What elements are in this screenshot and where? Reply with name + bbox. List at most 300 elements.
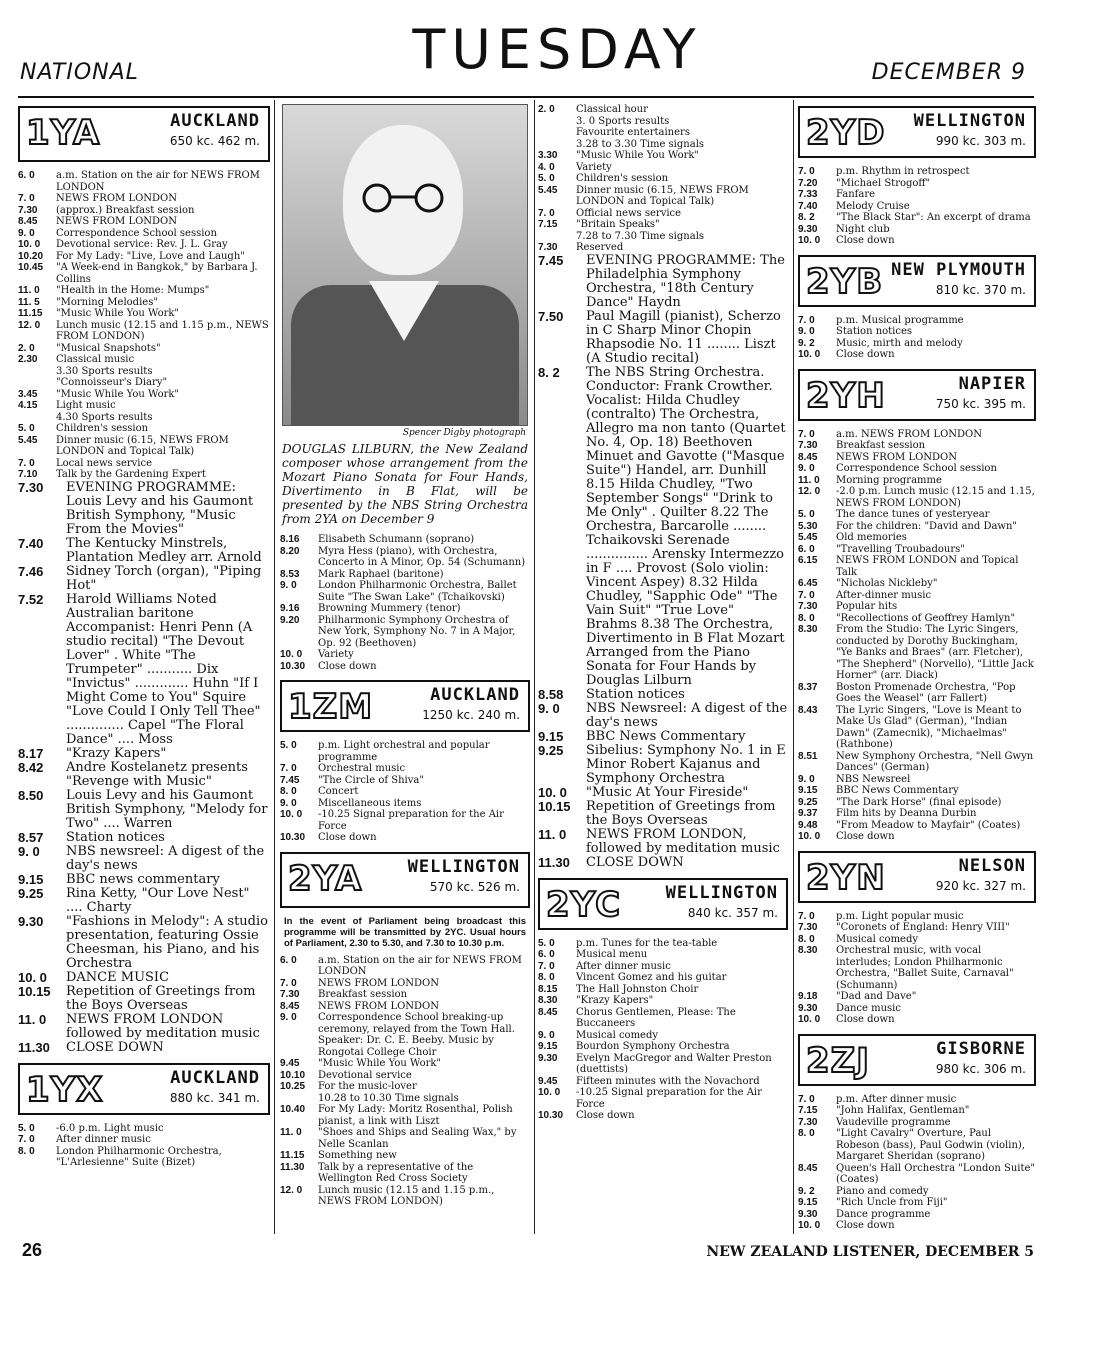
program-time: 9. 0: [798, 773, 815, 785]
program-title: "The Dark Horse" (final episode): [836, 796, 1002, 808]
column-divider: [534, 100, 535, 1234]
program-time: 10. 0: [18, 969, 47, 985]
program-title: "Nicholas Nickleby": [836, 578, 938, 589]
program-title: (approx.) Breakfast session: [56, 204, 195, 216]
program-time: 9.15: [18, 871, 44, 887]
program-entry: [538, 162, 788, 174]
program-title: CLOSE DOWN: [586, 854, 684, 870]
program-title: Dinner music (6.15, NEWS FROM LONDON and Topical Talk): [576, 184, 749, 207]
program-entry: [18, 354, 270, 366]
program-time: 9. 0: [798, 463, 815, 474]
program-entry: [18, 761, 270, 789]
program-entry: [538, 219, 788, 231]
program-title: From the Studio: The Lyric Singers, conducted by Dorothy Buckingham, "Ye Banks and Braes" (arr. Fletcher), "The Shepherd" (Norvello), "Little Jack Horner" (arr. Diack): [836, 624, 1034, 681]
program-title: p.m. Light popular music: [836, 910, 964, 922]
program-entry: [798, 1117, 1036, 1129]
program-entry: [280, 740, 530, 763]
program-title: Vaudeville programme: [836, 1116, 951, 1128]
program-time: 5. 0: [18, 1122, 35, 1134]
program-title: For My Lady: "Live, Love and Laugh": [56, 250, 245, 262]
program-entry: [280, 832, 530, 844]
station-city: NEW PLYMOUTH: [891, 259, 1026, 280]
program-time: 10.15: [538, 798, 571, 814]
program-title: "Connoisseur's Diary": [56, 377, 168, 388]
program-title: "The Circle of Shiva": [318, 774, 424, 786]
program-title: After-dinner music: [836, 589, 932, 601]
program-title: "Fashions in Melody": A studio presentation, featuring Ossie Cheesman, his Piano, and his Orchestra: [66, 913, 268, 971]
program-title: Local news service: [56, 457, 153, 469]
station-city: WELLINGTON: [913, 111, 1026, 131]
program-title: 3. 0 Sports results: [576, 115, 670, 127]
program-entry: [538, 242, 788, 254]
program-time: 10. 0: [798, 1014, 821, 1025]
program-title: "Health in the Home: Mumps": [56, 285, 210, 296]
program-time: 8.53: [280, 568, 300, 580]
program-title: 10.28 to 10.30 Time signals: [318, 1092, 459, 1104]
program-title: "From Meadow to Mayfair" (Coates): [836, 819, 1021, 831]
program-title: "Music While You Work": [576, 150, 700, 161]
program-entry: [18, 343, 270, 355]
program-title: "Rich Uncle from Fiji": [836, 1197, 948, 1208]
program-title: Fifteen minutes with the Novachord: [576, 1075, 760, 1087]
program-entry: [798, 1105, 1036, 1117]
program-title: Favourite entertainers: [576, 127, 690, 138]
program-time: 8.30: [798, 624, 818, 635]
program-entry: [798, 1003, 1036, 1015]
program-time: 8.51: [798, 750, 818, 762]
program-title: Children's session: [576, 173, 669, 184]
program-title: Morning programme: [836, 474, 942, 486]
program-time: 2.30: [18, 354, 38, 365]
program-title: "Music While You Work": [56, 308, 180, 319]
program-entry: [18, 565, 270, 593]
program-title: Devotional service: Rev. J. L. Gray: [56, 239, 228, 250]
program-entry: [538, 254, 788, 310]
program-entry: [538, 231, 788, 243]
program-entry: [18, 1123, 270, 1135]
program-time: 8.42: [18, 759, 44, 775]
program-entry: [538, 173, 788, 185]
station-frequency: 880 kc. 341 m.: [169, 1090, 260, 1105]
program-time: 10. 0: [280, 809, 303, 820]
program-entry: [798, 1197, 1036, 1209]
program-title: NEWS FROM LONDON: [56, 216, 177, 227]
program-time: 9. 0: [280, 797, 297, 809]
program-entry: [798, 544, 1036, 556]
program-entry: [18, 377, 270, 389]
program-title: "Coronets of England: Henry VIII": [836, 922, 1010, 933]
program-time: [18, 412, 56, 424]
program-entry: [798, 1209, 1036, 1221]
program-title: "A Week-end in Bangkok," by Barbara J. Collins: [56, 262, 258, 285]
program-time: 7. 0: [538, 960, 555, 972]
edition-label: NATIONAL: [20, 60, 139, 85]
program-time: 5. 0: [538, 937, 555, 949]
program-title: Vincent Gomez and his guitar: [576, 972, 727, 983]
program-time: 8. 2: [798, 212, 815, 223]
program-time: 10.30: [280, 660, 306, 672]
program-list-2yh: [798, 429, 1036, 843]
program-title: Classical hour: [576, 104, 648, 115]
program-entry: [18, 537, 270, 565]
program-time: 9.20: [280, 614, 300, 626]
program-entry: [798, 785, 1036, 797]
station-city: WELLINGTON: [407, 856, 520, 877]
masthead: [0, 0, 1114, 96]
program-title: Musical comedy: [836, 933, 919, 945]
program-entry: [18, 845, 270, 873]
program-list-2yd: [798, 166, 1036, 247]
program-entry: [280, 1070, 530, 1082]
program-entry: [18, 985, 270, 1013]
program-time: 9.30: [798, 223, 818, 235]
program-title: Popular hits: [836, 601, 898, 612]
program-time: 7.52: [18, 591, 44, 607]
program-title: BBC News Commentary: [586, 728, 746, 744]
program-entry: [280, 989, 530, 1001]
program-entry: [798, 475, 1036, 487]
program-time: 5.45: [798, 532, 818, 543]
station-logo: 2YB: [806, 261, 884, 302]
program-title: Browning Mummery (tenor): [318, 603, 461, 614]
program-list-2ya: [280, 955, 530, 1208]
station-logo: 2ZJ: [806, 1040, 870, 1081]
program-time: 9.25: [538, 742, 564, 758]
program-entry: [798, 797, 1036, 809]
program-entry: [18, 1013, 270, 1041]
program-title: Variety: [576, 161, 612, 173]
program-entry: [798, 1220, 1036, 1232]
program-entry: [798, 509, 1036, 521]
program-entry: [798, 1128, 1036, 1163]
program-title: Louis Levy and his Gaumont British Symphony, "Melody for Two" .... Warren: [66, 787, 268, 831]
program-entry: [18, 915, 270, 971]
program-time: 10.10: [280, 1069, 306, 1081]
program-title: Close down: [318, 660, 377, 672]
program-time: 10.45: [18, 262, 44, 273]
program-title: EVENING PROGRAMME: The Philadelphia Symphony Orchestra, "18th Century Dance" Haydn: [586, 252, 785, 310]
program-title: NEWS FROM LONDON, followed by meditation music: [586, 826, 780, 856]
program-entry: [798, 1094, 1036, 1106]
program-entry: [538, 995, 788, 1007]
program-time: 6.15: [798, 555, 818, 566]
station-city: NELSON: [958, 855, 1026, 876]
program-time: 8.57: [18, 829, 44, 845]
program-entry: [18, 593, 270, 747]
program-entry: [280, 1104, 530, 1127]
program-time: 5. 0: [280, 740, 297, 751]
program-title: a.m. Station on the air for NEWS FROM LONDON: [318, 954, 522, 977]
station-city: GISBORNE: [936, 1038, 1026, 1059]
program-entry: [280, 580, 530, 603]
program-time: 10. 0: [798, 349, 821, 360]
program-title: Fanfare: [836, 189, 876, 200]
program-entry: [798, 601, 1036, 613]
program-entry: [798, 1014, 1036, 1026]
program-time: 5. 0: [18, 423, 35, 434]
program-time: 7. 0: [798, 910, 815, 922]
program-time: 7.50: [538, 308, 564, 324]
program-title: a.m. Station on the air for NEWS FROM LONDON: [56, 170, 260, 193]
program-time: 7. 0: [18, 1134, 35, 1145]
program-title: Correspondence School session: [836, 463, 997, 474]
program-title: "Travelling Troubadours": [836, 543, 965, 555]
program-entry: [798, 235, 1036, 247]
program-title: -6.0 p.m. Light music: [56, 1122, 164, 1134]
program-entry: [798, 1163, 1036, 1186]
program-time: 7. 0: [18, 193, 35, 204]
program-title: Myra Hess (piano), with Orchestra, Concerto in A Minor, Op. 54 (Schumann): [318, 545, 526, 568]
program-title: BBC News Commentary: [836, 785, 959, 796]
program-entry: [798, 751, 1036, 774]
program-entry: [18, 458, 270, 470]
program-entry: [798, 911, 1036, 923]
program-entry: [538, 208, 788, 220]
program-time: 7.46: [18, 563, 44, 579]
program-entry: [18, 389, 270, 401]
program-title: The Kentucky Minstrels, Plantation Medley arr. Arnold: [66, 535, 262, 565]
program-entry: [18, 285, 270, 297]
program-title: New Symphony Orchestra, "Nell Gwyn Dances" (German): [836, 750, 1034, 773]
program-time: 3.45: [18, 388, 38, 400]
program-entry: [18, 216, 270, 228]
program-list-1ya-evening: [18, 481, 270, 1055]
program-title: Children's session: [56, 423, 149, 434]
program-entry: [798, 315, 1036, 327]
program-time: 9. 0: [280, 1012, 297, 1023]
program-title: Chorus Gentlemen, Please: The Buccaneers: [576, 1006, 736, 1029]
program-title: p.m. Musical programme: [836, 314, 964, 326]
program-entry: [18, 747, 270, 761]
program-title: 7.28 to 7.30 Time signals: [576, 230, 705, 242]
program-time: 9.30: [798, 1208, 818, 1220]
program-time: 8.17: [18, 745, 44, 761]
program-title: Bourdon Symphony Orchestra: [576, 1041, 730, 1052]
program-time: 9.18: [798, 991, 818, 1002]
program-time: 11.15: [18, 308, 43, 319]
program-entry: [798, 212, 1036, 224]
program-entry: [18, 481, 270, 537]
page-number: 26: [22, 1240, 43, 1260]
photo-caption: DOUGLAS LILBURN, the New Zealand composer whose arrangement from the Mozart Piano Sonata for Four Hands, Divertimento in B Flat, will be presented by the NBS String Orchestra from 2YA on December 9: [282, 442, 528, 526]
program-title: -10.25 Signal preparation for the Air Force: [318, 809, 504, 832]
program-entry: [18, 251, 270, 263]
program-title: NEWS FROM LONDON: [56, 193, 177, 204]
program-entry: [798, 201, 1036, 213]
program-title: Breakfast session: [836, 440, 926, 451]
program-title: Piano and comedy: [836, 1185, 929, 1197]
program-time: 7.40: [798, 200, 818, 212]
program-title: "Dad and Dave": [836, 991, 917, 1002]
program-list-2zj: [798, 1094, 1036, 1232]
program-title: Station notices: [66, 829, 165, 845]
program-title: "Shoes and Ships and Sealing Wax," by Nelle Scanlan: [318, 1127, 517, 1150]
program-entry: [538, 688, 788, 702]
program-entry: [538, 949, 788, 961]
program-entry: [538, 104, 788, 116]
station-header-1ya: [18, 106, 270, 162]
program-time: [538, 127, 576, 139]
program-entry: [798, 521, 1036, 533]
program-entry: [18, 239, 270, 251]
program-title: Lunch music (12.15 and 1.15 p.m., NEWS FROM LONDON): [56, 319, 269, 342]
program-title: Boston Promenade Orchestra, "Pop Goes the Weasel" (arr Fallert): [836, 681, 1016, 704]
program-time: 5.30: [798, 520, 818, 532]
program-time: 5.45: [18, 434, 38, 446]
program-entry: [538, 828, 788, 856]
program-title: Film hits by Deanna Durbin: [836, 808, 977, 819]
program-title: EVENING PROGRAMME: Louis Levy and his Gaumont British Symphony, "Music From the Movies": [66, 479, 254, 537]
station-frequency: 920 kc. 327 m.: [935, 878, 1026, 893]
program-entry: [538, 800, 788, 828]
program-time: 6. 0: [280, 954, 297, 966]
program-entry: [798, 705, 1036, 751]
program-entry: [538, 730, 788, 744]
station-frequency: 990 kc. 303 m.: [935, 134, 1026, 148]
program-time: 2. 0: [18, 342, 35, 354]
date-label: DECEMBER 9: [871, 60, 1026, 85]
program-time: 12. 0: [280, 1184, 303, 1196]
program-entry: [798, 820, 1036, 832]
program-title: Harold Williams Noted Australian baritone Accompanist: Henri Penn (A studio recital) "The Devout Lover" . White "The Trumpeter" ........... Dix "Invictus" ............. Huhn "If I Might Come to You" Squire "Love Could I Only Tell Thee" .............. Capel "The Floral Dance" .... Moss: [66, 591, 261, 747]
program-entry: [280, 546, 530, 569]
program-title: Sibelius: Symphony No. 1 in E Minor Robert Kajanus and Symphony Orchestra: [586, 742, 786, 786]
station-logo: 2YA: [288, 858, 363, 899]
program-entry: [18, 1146, 270, 1169]
program-title: p.m. Rhythm in retrospect: [836, 166, 970, 177]
program-title: NBS Newsreel: [836, 773, 911, 785]
program-entry: [798, 486, 1036, 509]
program-entry: [798, 429, 1036, 441]
program-time: 7.30: [18, 479, 44, 495]
program-entry: [280, 1150, 530, 1162]
station-header-1zm: [280, 680, 530, 732]
program-time: 8.45: [538, 1006, 558, 1018]
program-entry: [538, 1087, 788, 1110]
program-entry: [280, 809, 530, 832]
program-title: Music, mirth and melody: [836, 337, 963, 349]
program-time: 11.15: [280, 1150, 305, 1161]
program-time: 10.20: [18, 250, 44, 262]
program-entry: [18, 423, 270, 435]
program-title: The NBS String Orchestra. Conductor: Frank Crowther. Vocalist: Hilda Chudley (contralto) The Orchestra, Allegro ma non tanto (Quartet No. 4, Op. 18) Beethoven Minuet and Gavotte ("Masque Suite") Handel, arr. Dunhill 8.15 Hilda Chudley, "Two September Songs" "Drink to Me Only" . Quilter 8.22 The Orchestra, Barcarolle ........ Tchaikovski Serenade ............... Arensky Intermezzo in F .... Provost (Solo violin: Vincent Aspey) 8.32 Hilda Chudley, "Sapphic Ode" "The Vain Suit" "True Love" Brahms 8.38 The Orchestra, Divertimento in B Flat Mozart Arranged from the Piano Sonata for Four Hands by Douglas Lilburn: [586, 364, 786, 688]
program-time: 9.30: [18, 913, 44, 929]
program-list-1zm: [280, 740, 530, 844]
program-time: 6. 0: [18, 170, 35, 181]
program-title: Variety: [318, 649, 354, 660]
program-entry: [798, 224, 1036, 236]
program-entry: [280, 775, 530, 787]
portrait-photo: [282, 104, 528, 426]
column-divider: [274, 100, 275, 1234]
program-entry: [798, 178, 1036, 190]
program-title: Old memories: [836, 532, 907, 543]
program-title: Close down: [576, 1110, 635, 1121]
photo-credit: Spencer Digby photograph: [402, 428, 526, 438]
program-entry: [18, 366, 270, 378]
program-list-2yb: [798, 315, 1036, 361]
program-list-2ya-afternoon: [538, 104, 788, 254]
column-4: [798, 104, 1036, 1232]
program-time: 9. 0: [538, 700, 560, 716]
program-time: 8. 0: [798, 1128, 815, 1139]
program-title: For the music-lover: [318, 1081, 417, 1092]
program-title: p.m. Tunes for the tea-table: [576, 937, 718, 949]
program-entry: [18, 971, 270, 985]
program-title: Mark Raphael (baritone): [318, 568, 444, 580]
program-entry: [538, 786, 788, 800]
program-title: p.m. After dinner music: [836, 1093, 957, 1105]
program-entry: [18, 205, 270, 217]
program-time: 5. 0: [798, 509, 815, 520]
station-frequency: 810 kc. 370 m.: [935, 282, 1026, 297]
program-entry: [798, 590, 1036, 602]
program-entry: [280, 786, 530, 798]
program-entry: [798, 1186, 1036, 1198]
program-entry: [798, 831, 1036, 843]
program-time: [538, 116, 576, 128]
program-title: Talk by a representative of the Wellington Red Cross Society: [318, 1161, 474, 1184]
program-title: The Lyric Singers, "Love is Meant to Make Us Glad" (German), "Indian Dawn" (Zamecnik), "Michaelmas" (Rathbone): [836, 704, 1022, 750]
program-time: 9. 0: [798, 326, 815, 337]
program-entry: [798, 189, 1036, 201]
program-time: 8. 0: [798, 612, 815, 624]
program-time: 7.10: [18, 469, 38, 480]
program-title: 3.28 to 3.30 Time signals: [576, 138, 705, 150]
program-entry: [280, 649, 530, 661]
station-header-2yc: [538, 878, 788, 930]
station-header-2yb: [798, 255, 1036, 307]
program-entry: [798, 991, 1036, 1003]
program-title: Correspondence School breaking-up ceremony, relayed from the Town Hall. Speaker: Dr. C. E. Beeby. Music by Rongotai College Choir: [318, 1012, 515, 1058]
program-title: Light music: [56, 400, 116, 411]
program-title: Close down: [836, 1014, 895, 1025]
day-title: TUESDAY: [412, 18, 702, 81]
program-title: NBS newsreel: A digest of the day's news: [66, 843, 265, 873]
station-frequency: 750 kc. 395 m.: [935, 396, 1026, 411]
program-time: 9. 2: [798, 1185, 815, 1197]
program-time: 9.45: [538, 1075, 558, 1087]
program-entry: [280, 1162, 530, 1185]
program-entry: [280, 955, 530, 978]
publication-footer: NEW ZEALAND LISTENER, DECEMBER 5: [706, 1244, 1034, 1260]
program-entry: [798, 555, 1036, 578]
program-list-1ya-continued: [280, 534, 530, 672]
program-title: Reserved: [576, 242, 624, 253]
program-entry: [280, 1185, 530, 1208]
program-entry: [18, 412, 270, 424]
program-time: 8.50: [18, 787, 44, 803]
glasses-icon: [355, 183, 451, 213]
station-city: AUCKLAND: [170, 1067, 260, 1088]
program-entry: [280, 534, 530, 546]
program-time: 6. 0: [798, 543, 815, 555]
program-entry: [18, 1134, 270, 1146]
program-entry: [538, 1007, 788, 1030]
program-entry: [18, 400, 270, 412]
program-title: Musical comedy: [576, 1029, 659, 1041]
program-title: Melody Cruise: [836, 200, 910, 212]
program-title: "Musical Snapshots": [56, 342, 161, 354]
program-entry: [538, 1053, 788, 1076]
program-entry: [798, 452, 1036, 464]
program-time: 9. 0: [280, 580, 297, 591]
program-time: 9. 0: [18, 843, 40, 859]
program-time: 7. 0: [798, 589, 815, 601]
program-time: 8. 0: [18, 1145, 35, 1157]
program-title: NBS Newsreel: A digest of the day's news: [586, 700, 788, 730]
program-title: "Krazy Kapers": [576, 995, 654, 1006]
